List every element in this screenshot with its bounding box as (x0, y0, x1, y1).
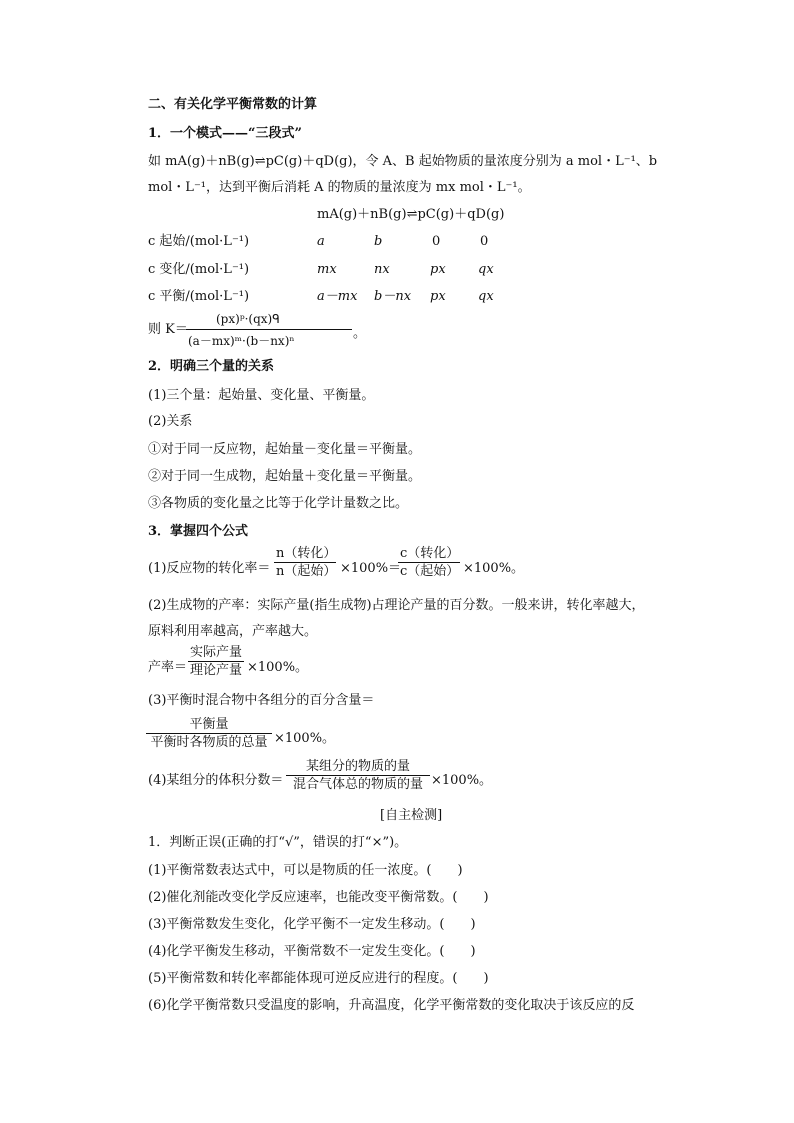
heading-four-formulas: 3．掌握四个公式 (148, 524, 249, 539)
paragraph-line: ①对于同一反应物，起始量－变化量＝平衡量。 (148, 442, 422, 457)
list-item: (2)催化剂能改变化学反应速率，也能改变平衡常数。( ) (148, 890, 489, 905)
paragraph-line: (2)关系 (148, 414, 193, 429)
row-label: c 平衡/(mol·L⁻¹) (148, 289, 250, 304)
paragraph-line: mol・L⁻¹，达到平衡后消耗 A 的物质的量浓度为 mx mol・L⁻¹。 (148, 180, 531, 195)
cell: mx (317, 262, 337, 277)
list-item: (1)平衡常数表达式中，可以是物质的任一浓度。( ) (148, 863, 463, 878)
cell: a (317, 234, 325, 249)
percentage-fraction (146, 717, 272, 750)
formula1-mid: ×100%＝ (340, 561, 402, 576)
formula1-prefix: (1)反应物的转化率＝ (148, 561, 271, 576)
numerator: n（转化） (276, 546, 337, 561)
paragraph-line: 原料利用率越高，产率越大。 (148, 624, 318, 639)
k-denominator: (a－mx)ᵐ·(b－nx)ⁿ (188, 334, 295, 348)
cell: b (374, 234, 383, 249)
k-prefix: 则 K＝ (148, 322, 188, 337)
list-item: (6)化学平衡常数只受温度的影响，升高温度，化学平衡常数的变化取决于该反应的反 (148, 998, 635, 1013)
cell: 0 (480, 234, 489, 249)
list-item: (5)平衡常数和转化率都能体现可逆反应进行的程度。( ) (148, 971, 489, 986)
numerator: c（转化） (400, 546, 460, 561)
numerator: 平衡量 (189, 717, 229, 732)
paragraph-line: ③各物质的变化量之比等于化学计量数之比。 (148, 496, 409, 511)
formula2-prefix: 产率＝ (148, 660, 188, 675)
numerator: 实际产量 (190, 645, 243, 660)
cell: b－nx (374, 289, 412, 304)
paragraph-line: (2)生成物的产率：实际产量(指生成物)占理论产量的百分数。一般来讲，转化率越大， (148, 598, 645, 613)
paragraph-line: ②对于同一生成物，起始量＋变化量＝平衡量。 (148, 469, 422, 484)
paragraph-line: (1)三个量：起始量、变化量、平衡量。 (148, 388, 375, 403)
list-item: (4)化学平衡发生移动，平衡常数不一定发生变化。( ) (148, 944, 476, 959)
section-title: 二、有关化学平衡常数的计算 (148, 97, 318, 112)
formula3-suffix: ×100%。 (274, 731, 336, 746)
cell: qx (478, 262, 494, 277)
paragraph-line: 如 mA(g)＋nB(g)⇌pC(g)＋qD(g)，令 A、B 起始物质的量浓度分别为 a mol・L⁻¹、b (148, 154, 658, 169)
heading-one-mode: 1．一个模式——“三段式” (148, 126, 303, 141)
volume-fraction (286, 759, 430, 792)
self-check-heading: [自主检测] (380, 808, 443, 823)
denominator: c（起始） (400, 564, 460, 579)
k-suffix: 。 (353, 326, 367, 341)
cell: qx (478, 289, 494, 304)
row-label: c 起始/(mol·L⁻¹) (148, 234, 250, 249)
formula1-suffix: ×100%。 (463, 561, 525, 576)
formula4-suffix: ×100%。 (431, 773, 493, 788)
cell: 0 (432, 234, 441, 249)
cell: px (430, 289, 446, 304)
cell: a－mx (317, 289, 358, 304)
equation-header: mA(g)＋nB(g)⇌pC(g)＋qD(g) (317, 207, 505, 222)
cell: nx (374, 262, 390, 277)
paragraph-line: (3)平衡时混合物中各组分的百分含量＝ (148, 693, 375, 708)
list-item: (3)平衡常数发生变化，化学平衡不一定发生移动。( ) (148, 917, 476, 932)
heading-three-quantities: 2．明确三个量的关系 (148, 359, 275, 374)
row-label: c 变化/(mol·L⁻¹) (148, 262, 250, 277)
denominator: 理论产量 (190, 663, 243, 678)
conversion-fraction-c (398, 546, 460, 579)
fraction-bar (186, 329, 352, 330)
conversion-fraction-n (274, 546, 336, 579)
denominator: n（起始） (276, 564, 337, 579)
cell: px (430, 262, 446, 277)
denominator: 混合气体总的物质的量 (292, 777, 423, 792)
formula2-suffix: ×100%。 (247, 660, 309, 675)
denominator: 平衡时各物质的总量 (150, 735, 268, 750)
yield-fraction (188, 645, 244, 678)
k-numerator: (px)ᵖ·(qx)ᑫ (216, 312, 280, 326)
formula4-prefix: (4)某组分的体积分数＝ (148, 773, 284, 788)
question-heading: 1．判断正误(正确的打“√”，错误的打“×”)。 (148, 835, 408, 850)
numerator: 某组分的物质的量 (305, 759, 410, 774)
